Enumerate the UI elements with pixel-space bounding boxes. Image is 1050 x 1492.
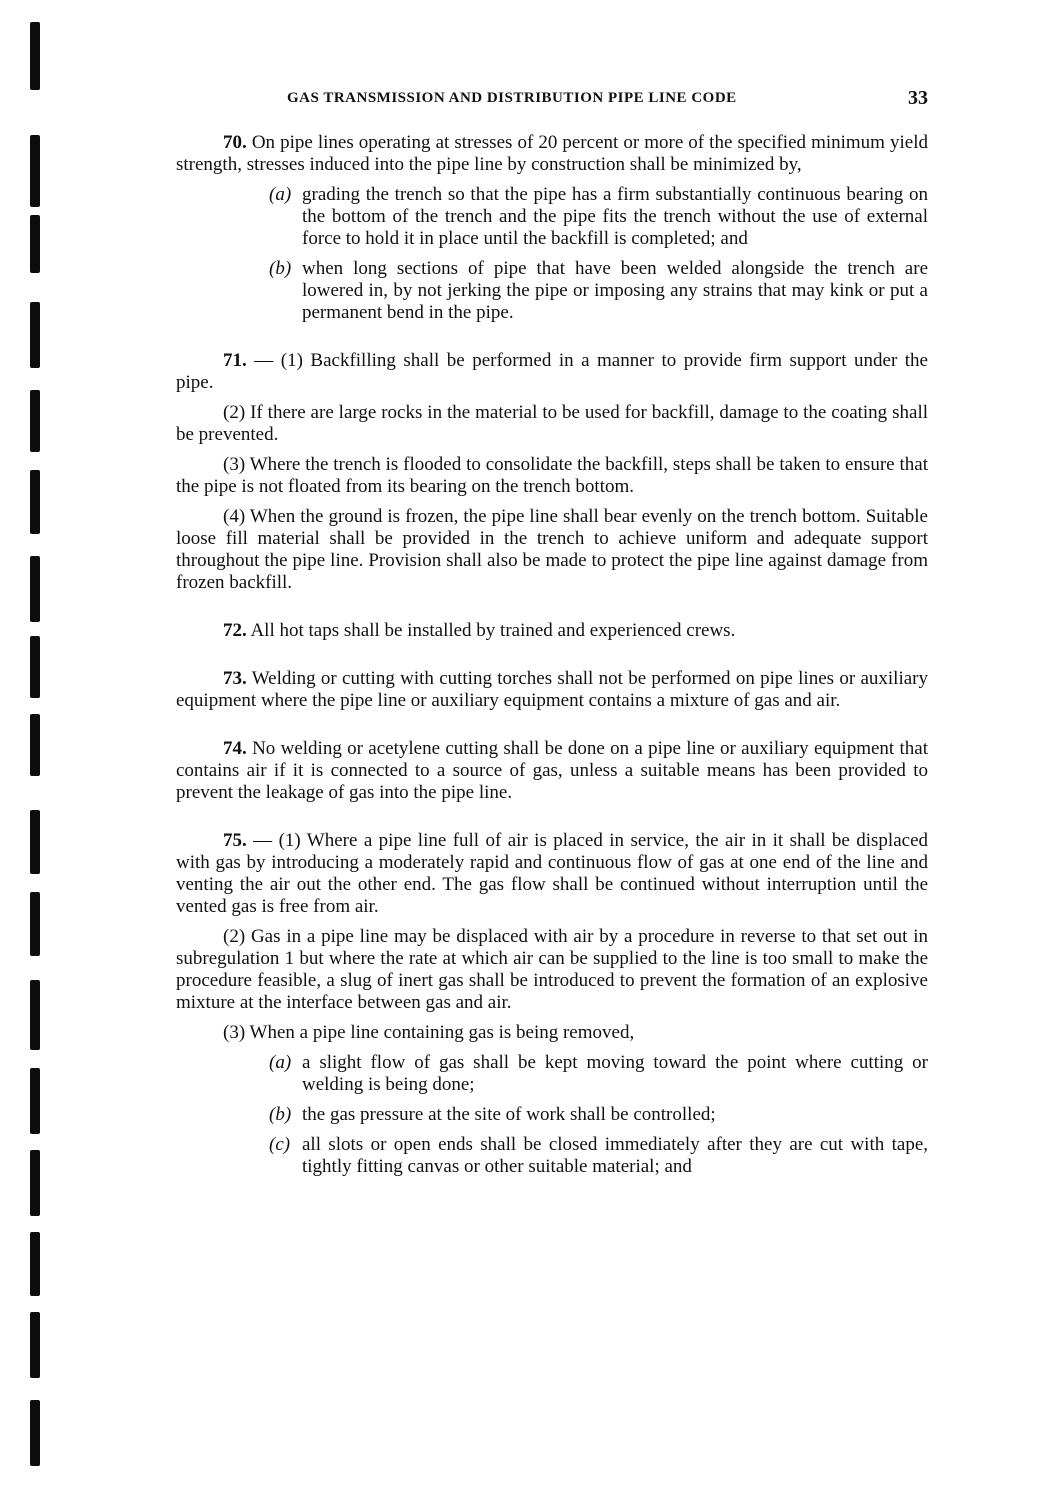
section-number: 75.: [223, 830, 247, 851]
section-75-p2: (2) Gas in a pipe line may be displaced with air by a procedure in reverse to that set out in subregulation 1 but where the rate at which air can be supplied to the line is too small to make the procedure feasible, a slug of inert gas shall be introduced to prevent the formation of an explosive mixture at the interface between gas and air.: [176, 926, 928, 1013]
section-71-p3: (3) Where the trench is flooded to consolidate the backfill, steps shall be taken to ensure that the pipe is not floated from its bearing on the trench bottom.: [176, 454, 928, 497]
binding-mark: [30, 980, 40, 1050]
section-75-item-b: (b) the gas pressure at the site of work shall be controlled;: [269, 1104, 716, 1125]
section-71-p4: (4) When the ground is frozen, the pipe line shall bear evenly on the trench bottom. Suitable loose fill material shall be provided in the trench to achieve uniform and adequate support throughout the pipe line. Provision shall also be made to protect the pipe line against damage from frozen backfill.: [176, 506, 928, 593]
binding-marks: [0, 0, 60, 1492]
header-title: GAS TRANSMISSION AND DISTRIBUTION PIPE LINE CODE: [287, 90, 737, 106]
section-71-p2: (2) If there are large rocks in the material to be used for backfill, damage to the coating shall be prevented.: [176, 402, 928, 445]
page: [176, 87, 929, 1177]
binding-mark: [30, 1312, 40, 1378]
section-71-p1: 71. — (1) Backfilling shall be performed in a manner to provide firm support under the pipe.: [176, 350, 928, 393]
binding-mark: [30, 1068, 40, 1134]
section-75-item-a: (a) a slight flow of gas shall be kept moving toward the point where cutting or welding is being done;: [269, 1052, 928, 1095]
binding-mark: [30, 390, 40, 452]
binding-mark: [30, 135, 40, 207]
section-73: 73. Welding or cutting with cutting torches shall not be performed on pipe lines or auxiliary equipment where the pipe line or auxiliary equipment contains a mixture of gas and air.: [176, 668, 928, 711]
section-number: 71.: [223, 350, 247, 371]
section-74: 74. No welding or acetylene cutting shall be done on a pipe line or auxiliary equipment that contains air if it is connected to a source of gas, unless a suitable means has been provided to prevent the leakage of gas into the pipe line.: [176, 738, 928, 803]
page-number: 33: [908, 87, 928, 109]
item-label: (b): [269, 1104, 292, 1125]
section-number: 74.: [223, 738, 247, 759]
item-label: (b): [269, 258, 292, 279]
section-70-item-a: (a) grading the trench so that the pipe has a firm substantially continuous bearing on the bottom of the trench and the pipe fits the trench without the use of external force to hold it in place until the backfill is completed; and: [269, 184, 928, 249]
item-label: (c): [269, 1134, 291, 1155]
document-body: [176, 132, 928, 1178]
binding-mark: [30, 215, 40, 273]
section-72: 72. All hot taps shall be installed by trained and experienced crews.: [223, 620, 736, 641]
item-label: (a): [269, 1052, 292, 1073]
binding-mark: [30, 636, 40, 698]
section-75-p1: 75. — (1) Where a pipe line full of air is placed in service, the air in it shall be displaced with gas by introducing a moderately rapid and continuous flow of gas at one end of the line and venting the air out the other end. The gas flow shall be continued without interruption until the vented gas is free from air.: [176, 830, 929, 917]
binding-mark: [30, 892, 40, 956]
section-75-item-c: (c) all slots or open ends shall be closed immediately after they are cut with tape, tightly fitting canvas or other suitable material; and: [269, 1134, 928, 1177]
binding-mark: [30, 1232, 40, 1296]
binding-mark: [30, 714, 40, 776]
item-label: (a): [269, 184, 292, 205]
section-70-intro: 70. On pipe lines operating at stresses of 20 percent or more of the specified minimum yield strength, stresses induced into the pipe line by construction shall be minimized by,: [176, 132, 929, 175]
binding-mark: [30, 302, 40, 368]
binding-mark: [30, 22, 40, 90]
binding-mark: [30, 1150, 40, 1216]
section-70-item-b: (b) when long sections of pipe that have been welded alongside the trench are lowered in, by not jerking the pipe or imposing any strains that may kink or put a permanent bend in the pipe.: [269, 258, 928, 323]
section-number: 73.: [223, 668, 247, 689]
binding-mark: [30, 470, 40, 534]
section-75-p3: (3) When a pipe line containing gas is being removed,: [223, 1022, 635, 1043]
section-number: 70.: [223, 132, 247, 153]
binding-mark: [30, 1400, 40, 1466]
binding-mark: [30, 810, 40, 874]
running-header: [176, 87, 928, 118]
section-number: 72.: [223, 620, 247, 641]
binding-mark: [30, 556, 40, 622]
